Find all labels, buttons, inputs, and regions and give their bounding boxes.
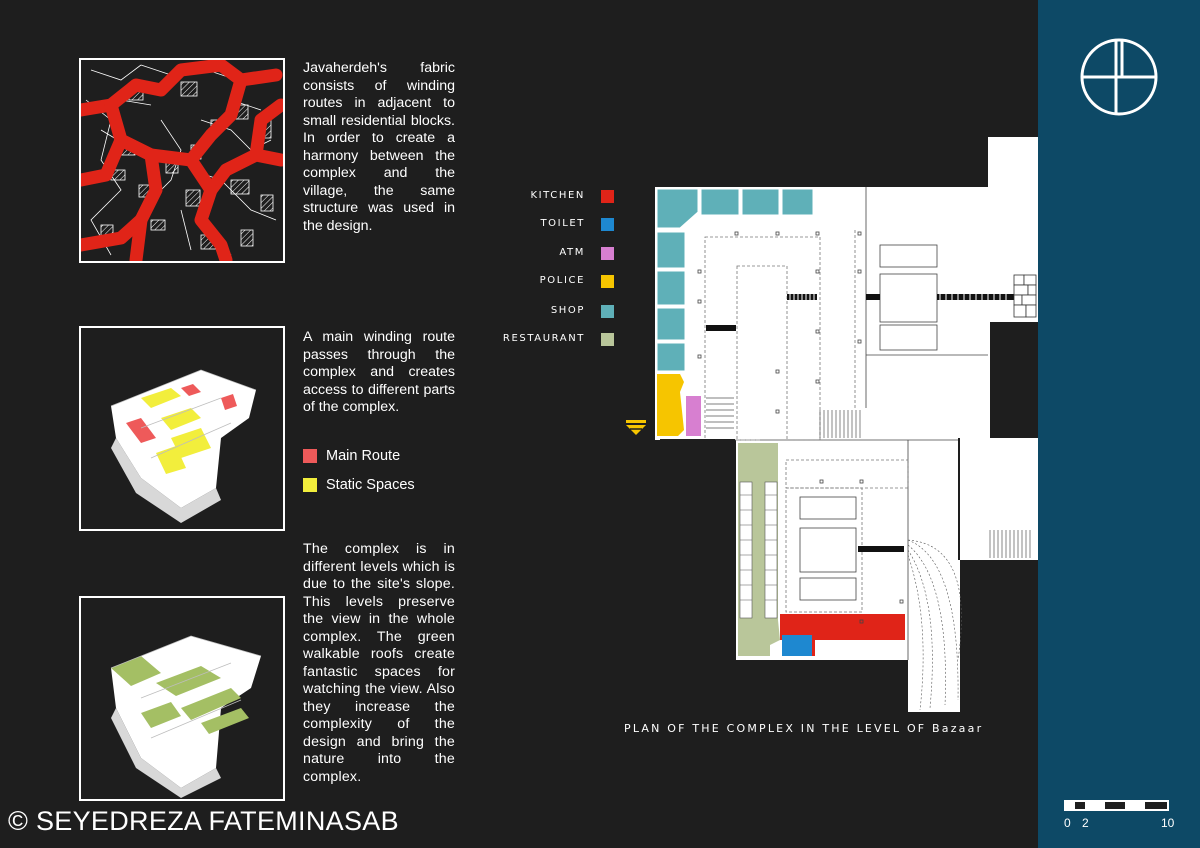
entrance-triangle-icon [626,420,648,438]
scale-label-0: 0 [1064,816,1071,830]
copyright-text: © SEYEDREZA FATEMINASAB [8,806,399,836]
toilet-swatch [601,218,614,231]
legend-main-route-label: Main Route [326,448,401,464]
plan-legend-atm: ATM [559,247,585,258]
main-route-diagram [79,326,285,531]
main-route-swatch [303,449,317,463]
floor-plan [620,130,1040,715]
restaurant-swatch [601,333,614,346]
fabric-map-drawing [81,60,283,261]
scale-label-2: 2 [1082,816,1089,830]
plan-legend-kitchen: KITCHEN [530,190,585,201]
fabric-description: Javaherdeh's fabric consists of winding routes in adjacent to small residential blocks. In order to create a harmony between the complex and the village, the same structure was used in the design. [303,60,455,234]
legend-static-spaces [303,477,415,493]
side-panel [1038,0,1200,848]
legend-main-route [303,448,400,464]
kitchen-swatch [601,190,614,203]
main-route-axonometric [81,328,283,529]
shop-swatch [601,305,614,318]
green-roofs-diagram [79,596,285,801]
village-fabric-map [79,58,285,263]
scale-bar [1064,800,1170,812]
scale-label-10: 10 [1161,816,1175,830]
levels-description: The complex is in different levels which is due to the site's slope. This levels preserve the view in the whole complex. The green walkable roofs create fantastic spaces for watching the view. Also they increase the complexity of the design and bring the nature into the complex. [303,541,455,785]
static-spaces-swatch [303,478,317,492]
plan-legend-shop: SHOP [550,305,585,316]
police-swatch [601,275,614,288]
green-roofs-axonometric [81,598,283,799]
plan-caption: PLAN OF THE COMPLEX IN THE LEVEL OF Bazaar [624,722,984,735]
route-description: A main winding route passes through the complex and creates access to different parts of the complex. [303,329,455,415]
legend-static-spaces-label: Static Spaces [326,477,415,493]
plan-legend-toilet: TOILET [540,218,585,229]
plan-legend-restaurant: RESTAURANT [502,333,585,344]
circle-cross-logo-icon [1078,36,1160,118]
plan-legend-police: POLICE [539,275,585,286]
atm-swatch [601,247,614,260]
